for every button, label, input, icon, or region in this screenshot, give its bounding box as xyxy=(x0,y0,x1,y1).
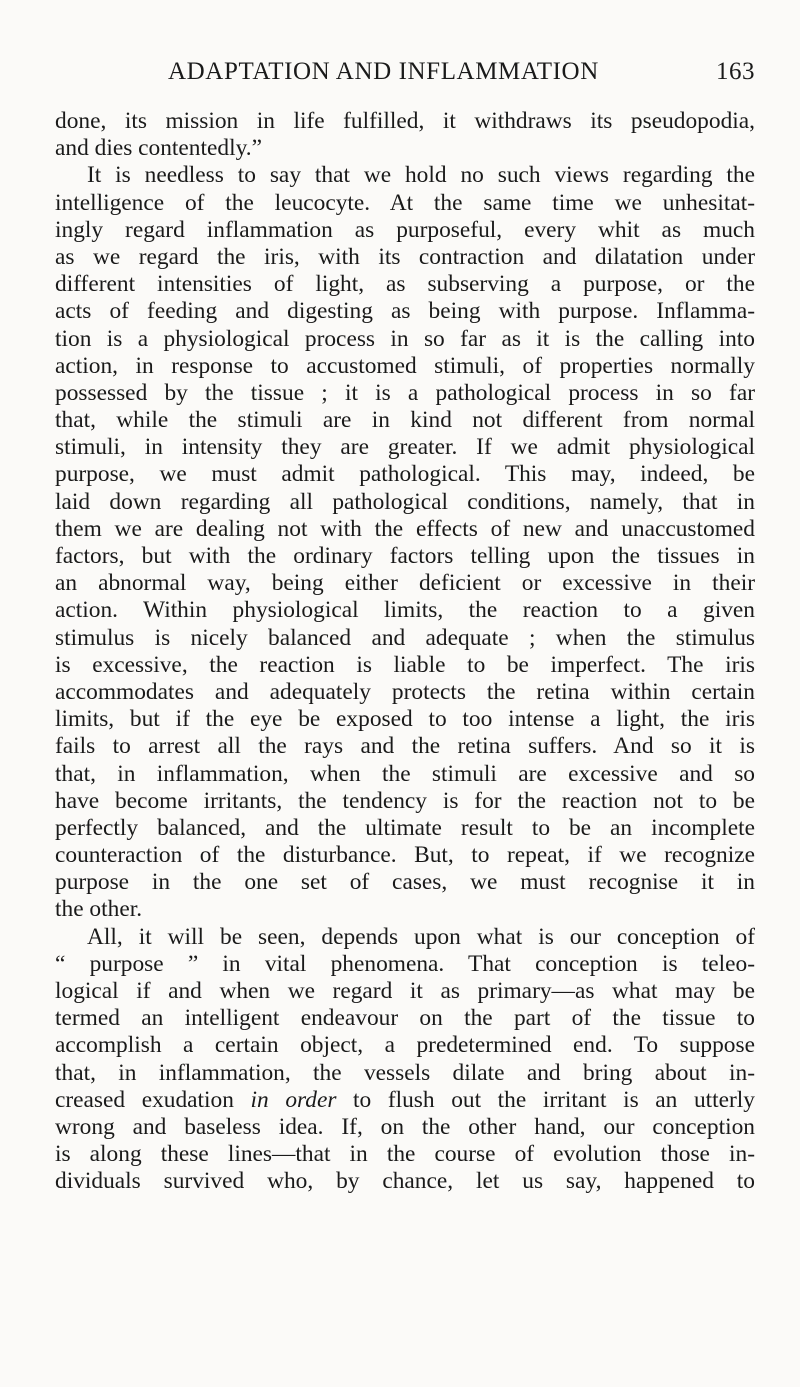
text-line: them we are dealing not with the effects of new and unaccustomed xyxy=(55,515,755,542)
text-line: that, in inflammation, when the stimuli are excessive and so xyxy=(55,760,755,787)
text-line: action, in response to accustomed stimuli, of properties normally xyxy=(55,352,755,379)
text-line: wrong and baseless idea. If, on the other hand, our conception xyxy=(55,1113,755,1140)
text-line: laid down regarding all pathological conditions, namely, that in xyxy=(55,488,755,515)
text-line: “ purpose ” in vital phenomena. That conception is teleo- xyxy=(55,950,755,977)
text-line: ingly regard inflammation as purposeful, every whit as much xyxy=(55,216,755,243)
text-line: intelligence of the leucocyte. At the same time we unhesitat- xyxy=(55,189,755,216)
text-line: fails to arrest all the rays and the retina suffers. And so it is xyxy=(55,733,755,760)
text-line: as we regard the iris, with its contraction and dilatation under xyxy=(55,243,755,270)
text-line: done, its mission in life fulfilled, it withdraws its pseudopodia, xyxy=(55,108,755,134)
running-head xyxy=(55,58,755,90)
text-line: have become irritants, the tendency is for the reaction not to be xyxy=(55,787,755,814)
text-line: acts of feeding and digesting as being with purpose. Inflamma- xyxy=(55,298,755,325)
text-line: that, in inflammation, the vessels dilate and bring about in- xyxy=(55,1059,755,1086)
text-line: tion is a physiological process in so far as it is the calling into xyxy=(55,325,755,352)
body-text xyxy=(55,108,755,1196)
text-line: the other. xyxy=(55,896,143,923)
paragraph-start-line: All, it will be seen, depends upon what is our conception of xyxy=(87,923,755,950)
text-line: stimuli, in intensity they are greater. If we admit physiological xyxy=(55,434,755,461)
text-line: perfectly balanced, and the ultimate result to be an incomplete xyxy=(55,814,755,841)
italic-emphasis: in order xyxy=(250,1086,337,1113)
text-line: an abnormal way, being either deficient or excessive in their xyxy=(55,570,755,597)
paragraph-start-line: It is needless to say that we hold no such views regarding the xyxy=(87,162,755,189)
text-line: counteraction of the disturbance. But, to repeat, if we recognize xyxy=(55,842,755,869)
text-line: that, while the stimuli are in kind not different from normal xyxy=(55,407,755,434)
text-line: purpose in the one set of cases, we must recognise it in xyxy=(55,869,755,896)
page-number: 163 xyxy=(716,58,755,85)
text-line: action. Within physiological limits, the reaction to a given xyxy=(55,597,755,624)
text-line: accommodates and adequately protects the retina within certain xyxy=(55,678,755,705)
text-line: different intensities of light, as subserving a purpose, or the xyxy=(55,271,755,298)
text-line-with-italic: creased exudation in order to flush out the irritant is an utterly xyxy=(55,1086,755,1113)
text-line: is along these lines—that in the course of evolution those in- xyxy=(55,1141,755,1168)
running-title: ADAPTATION AND INFLAMMATION xyxy=(168,58,599,85)
text-line: stimulus is nicely balanced and adequate ; when the stimulus xyxy=(55,624,755,651)
text-line: termed an intelligent endeavour on the part of the tissue to xyxy=(55,1005,755,1032)
text-line: is excessive, the reaction is liable to be imperfect. The iris xyxy=(55,651,755,678)
text-line: accomplish a certain object, a predetermined end. To suppose xyxy=(55,1032,755,1059)
text-line: logical if and when we regard it as primary—as what may be xyxy=(55,978,755,1004)
text-line: factors, but with the ordinary factors telling upon the tissues in xyxy=(55,543,755,569)
text-line: and dies contentedly.” xyxy=(55,135,262,162)
text-line: purpose, we must admit pathological. This may, indeed, be xyxy=(55,461,755,488)
text-line: limits, but if the eye be exposed to too intense a light, the iris xyxy=(55,706,755,733)
text-line: possessed by the tissue ; it is a pathological process in so far xyxy=(55,379,755,406)
text-line: dividuals survived who, by chance, let us say, happened to xyxy=(55,1168,755,1195)
